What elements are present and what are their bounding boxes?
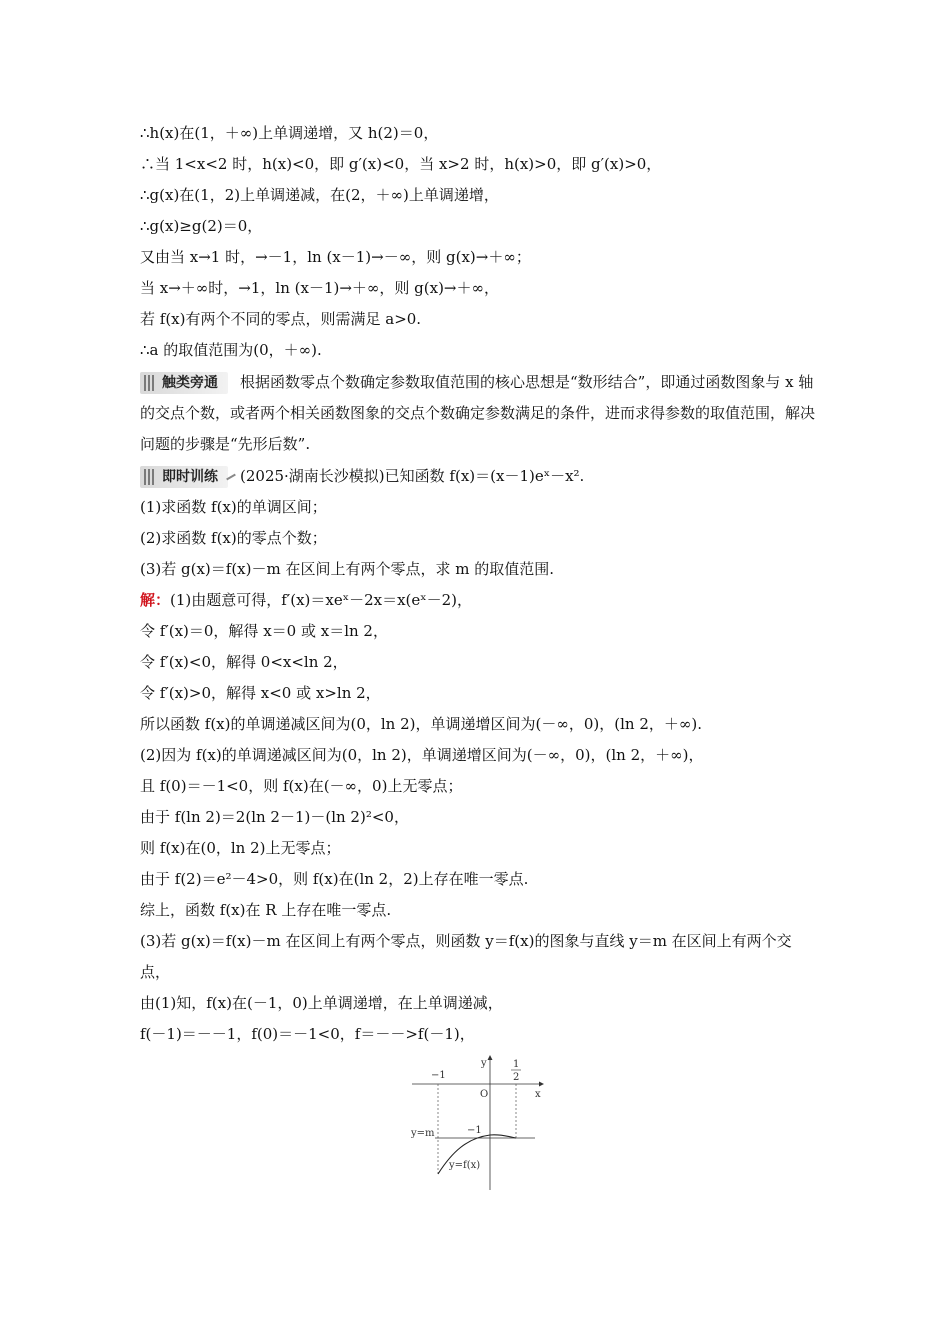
text-line: ∴a 的取值范围为(0，＋∞). [140,341,322,359]
question-line: (3)若 g(x)＝f(x)－m 在区间上有两个零点，求 m 的取值范围. [140,560,555,578]
x-axis-label: x [535,1089,541,1100]
function-graph [407,1052,547,1192]
tip-block [140,367,820,460]
tick-half-den: 2 [513,1072,520,1083]
tick-neg-one-y: −1 [467,1125,482,1136]
text-line: 若 f(x)有两个不同的零点，则需满足 a>0. [140,310,422,328]
text-line: ∴g(x)≥g(2)＝0， [140,217,263,235]
solution-line: 令 f′(x)<0，解得 0<x<ln 2， [140,653,348,671]
bars-icon [144,375,156,391]
solution-first: (1)由题意可得，f′(x)＝xeˣ－2x＝x(eˣ－2)， [170,591,473,609]
text-line: ∴h(x)在(1，＋∞)上单调递增，又 h(2)＝0， [140,124,439,142]
solution-line: f(－1)＝－－1，f(0)＝－1<0，f＝－－>f(－1)， [140,1025,475,1043]
pen-icon [226,474,236,481]
text-line: ∴当 1<x<2 时，h(x)<0，即 g′(x)<0，当 x>2 时，h(x)>0，即 g′(x)>0， [140,155,662,173]
tick-half-num: 1 [513,1059,520,1070]
tick-neg-one-x: −1 [431,1070,446,1081]
x-axis-arrow [539,1082,544,1087]
practice-block [140,461,820,492]
solution-line: (3)若 g(x)＝f(x)－m 在区间上有两个零点，则函数 y＝f(x)的图象与直线 y＝m 在区间上有两个交点， [140,932,792,981]
text-line: 当 x→＋∞时，→1，ln (x－1)→＋∞，则 g(x)→＋∞， [140,279,499,297]
practice-text: (2025·湖南长沙模拟)已知函数 f(x)＝(x－1)eˣ－x². [240,467,585,485]
y-axis-arrow [488,1055,493,1060]
question-line: (1)求函数 f(x)的单调区间； [140,498,327,516]
solution-line: (2)因为 f(x)的单调递减区间为(0，ln 2)，单调递增区间为(－∞，0)，(ln 2，＋∞)， [140,746,704,764]
curve-label: y=f(x) [449,1160,481,1171]
line-y-m-label: y=m [411,1128,435,1139]
solution-line: 所以函数 f(x)的单调递减区间为(0，ln 2)，单调递增区间为(－∞，0)，(ln 2，＋∞). [140,715,702,733]
solution-label: 解： [140,591,171,609]
text-line: 又由当 x→1 时，→－1，ln (x－1)→－∞，则 g(x)→＋∞； [140,248,531,266]
tip-tag [140,372,228,394]
question-line: (2)求函数 f(x)的零点个数； [140,529,327,547]
solution-line: 令 f′(x)＝0，解得 x＝0 或 x＝ln 2， [140,622,388,640]
solution-line [140,585,820,616]
practice-tag [140,466,228,488]
practice-tag-label: 即时训练 [162,469,218,485]
text-line: ∴g(x)在(1，2)上单调递减，在(2，＋∞)上单调递增， [140,186,499,204]
solution-line: 令 f′(x)>0，解得 x<0 或 x>ln 2， [140,684,381,702]
solution-line: 综上，函数 f(x)在 R 上存在唯一零点. [140,901,392,919]
origin-label: O [480,1089,489,1100]
solution-line: 由(1)知，f(x)在(－1，0)上单调递增，在上单调递减， [140,994,503,1012]
solution-line: 则 f(x)在(0，ln 2)上无零点； [140,839,341,857]
bars-icon [144,469,156,485]
solution-line: 由于 f(2)＝e²－4>0，则 f(x)在(ln 2，2)上存在唯一零点. [140,870,529,888]
document-page [140,118,820,1050]
y-axis-label: y [481,1058,487,1069]
solution-line: 由于 f(ln 2)＝2(ln 2－1)－(ln 2)²<0， [140,808,409,826]
solution-line: 且 f(0)＝－1<0，则 f(x)在(－∞，0)上无零点； [140,777,463,795]
tip-text: 根据函数零点个数确定参数取值范围的核心思想是“数形结合”，即通过函数图象与 x 轴的交点个数，或者两个相关函数图象的交点个数确定参数满足的条件，进而求得参数的取值范围，解决问题的步骤是“先形后数”. [140,373,816,453]
tip-tag-label: 触类旁通 [162,375,218,391]
